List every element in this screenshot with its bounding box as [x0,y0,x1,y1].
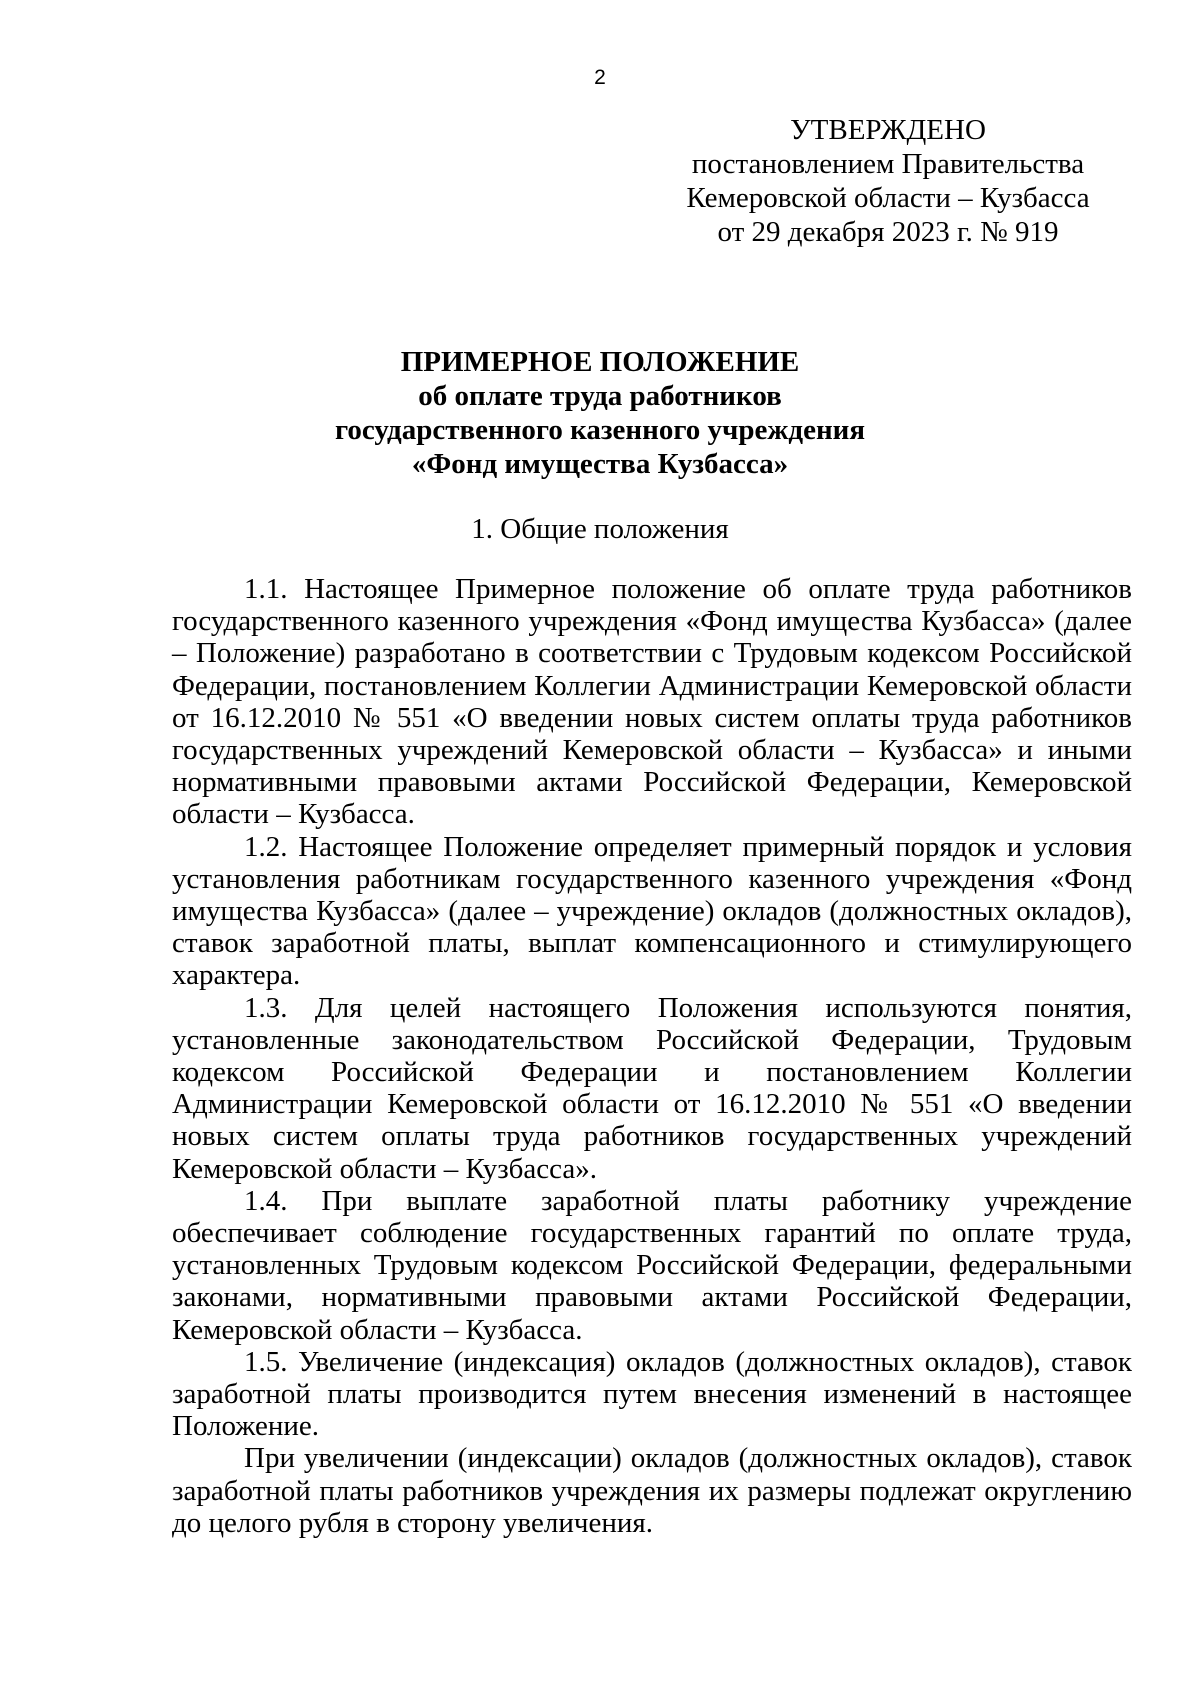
page-number: 2 [594,66,606,89]
title-line-4: «Фонд имущества Кузбасса» [411,448,789,480]
paragraph-1-3: 1.3. Для целей настоящего Положения используются понятия, установленные законодательством Российской Федерации, Трудовым кодексом Российской Федерации и постановлением Коллегии Администрации Кемеровской области от 16.12.2010 № 551 «О введении новых систем оплаты труда работников государственных учреждений Кемеровской области – Кузбасса». [172,991,1132,1185]
section-heading: 1. Общие положения [471,513,729,545]
approval-line-resolution: постановлением Правительства [691,148,1085,180]
approval-line-approved: УТВЕРЖДЕНО [790,114,986,146]
paragraph-1-1: 1.1. Настоящее Примерное положение об оплате труда работников государственного казенного учреждения «Фонд имущества Кузбасса» (далее – Положение) разработано в соответствии с Трудовым кодексом Российской Федерации, постановлением Коллегии Администрации Кемеровской области от 16.12.2010 № 551 «О введении новых систем оплаты труда работников государственных учреждений Кемеровской области – Кузбасса» и иными нормативными правовыми актами Российской Федерации, Кемеровской области – Кузбасса. [172,573,1132,831]
approval-stamp [660,113,1116,249]
paragraph-1-4: 1.4. При выплате заработной платы работнику учреждение обеспечивает соблюдение государственных гарантий по оплате труда, установленных Трудовым кодексом Российской Федерации, федеральными законами, нормативными правовыми актами Российской Федерации, Кемеровской области – Кузбасса. [172,1184,1132,1346]
approval-line-date: от 29 декабря 2023 г. № 919 [717,216,1059,248]
paragraph-1-5: 1.5. Увеличение (индексация) окладов (должностных окладов), ставок заработной платы производится путем внесения изменений в настоящее Положение. [172,1345,1132,1443]
title-line-3: государственного казенного учреждения [334,414,866,446]
approval-line-region: Кемеровской области – Кузбасса [686,182,1090,214]
document-title [0,345,1200,481]
paragraph-1-2: 1.2. Настоящее Положение определяет примерный порядок и условия установления работникам государственного казенного учреждения «Фонд имущества Кузбасса» (далее – учреждение) окладов (должностных окладов), ставок заработной платы, выплат компенсационного и стимулирующего характера. [172,830,1132,992]
paragraph-1-5-continued: При увеличении (индексации) окладов (должностных окладов), ставок заработной платы работников учреждения их размеры подлежат округлению до целого рубля в сторону увеличения. [172,1442,1132,1539]
title-line-2: об оплате труда работников [418,380,782,412]
document-body [172,573,1132,1539]
title-line-1: ПРИМЕРНОЕ ПОЛОЖЕНИЕ [400,346,800,378]
